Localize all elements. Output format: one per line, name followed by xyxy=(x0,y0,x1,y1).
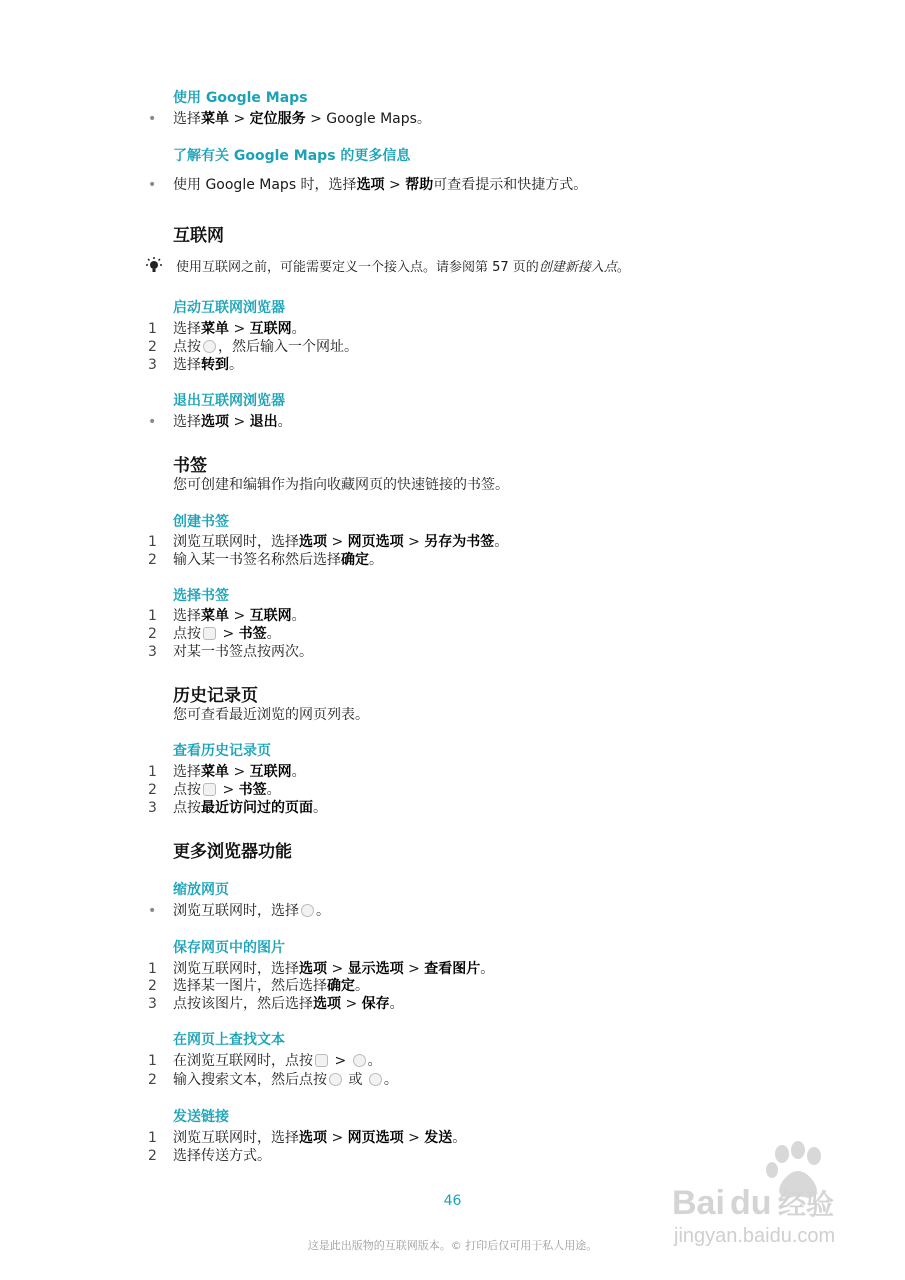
list-item: 输入某一书签名称然后选择确定。 xyxy=(173,552,383,568)
step-number: 3 xyxy=(148,357,157,373)
chapter-title: 书签 xyxy=(173,456,207,476)
chapter-title: 互联网 xyxy=(173,226,224,246)
list-item: 选择某一图片，然后选择确定。 xyxy=(173,978,369,994)
step-number: 2 xyxy=(148,1148,157,1164)
list-item: 选择菜单 > 定位服务 > Google Maps。 xyxy=(173,111,431,127)
bullet: • xyxy=(148,903,157,919)
bullet: • xyxy=(148,111,157,127)
section-heading: 启动互联网浏览器 xyxy=(173,300,285,316)
step-number: 3 xyxy=(148,800,157,816)
list-item: 选择菜单 > 互联网。 xyxy=(173,608,306,624)
step-number: 3 xyxy=(148,644,157,660)
step-number: 2 xyxy=(148,978,157,994)
step-number: 1 xyxy=(148,321,157,337)
list-item: 使用 Google Maps 时，选择选项 > 帮助可查看提示和快捷方式。 xyxy=(173,177,588,193)
step-number: 2 xyxy=(148,626,157,642)
step-number: 1 xyxy=(148,608,157,624)
menu-key-icon xyxy=(203,627,216,640)
svg-text:du: du xyxy=(730,1184,772,1222)
list-item: 浏览互联网时，选择选项 > 网页选项 > 发送。 xyxy=(173,1130,467,1146)
section-heading: 创建书签 xyxy=(173,514,229,530)
step-number: 1 xyxy=(148,764,157,780)
step-number: 2 xyxy=(148,339,157,355)
section-heading: 查看历史记录页 xyxy=(173,743,271,759)
list-item: 点按 > 书签。 xyxy=(173,626,281,642)
step-number: 1 xyxy=(148,1053,157,1069)
step-number: 3 xyxy=(148,996,157,1012)
bullet: • xyxy=(148,414,157,430)
section-heading: 缩放网页 xyxy=(173,882,229,898)
list-item: 在浏览互联网时，点按 > 。 xyxy=(173,1053,382,1069)
list-item: 点按 ，然后输入一个网址。 xyxy=(173,339,358,355)
baidu-watermark-logo xyxy=(670,1140,850,1250)
zoom-icon xyxy=(301,904,314,917)
search-icon xyxy=(353,1054,366,1067)
list-item: 浏览互联网时，选择选项 > 显示选项 > 查看图片。 xyxy=(173,961,495,977)
step-number: 1 xyxy=(148,534,157,550)
paragraph: 您可查看最近浏览的网页列表。 xyxy=(173,707,369,723)
menu-key-icon xyxy=(315,1054,328,1067)
lightbulb-icon xyxy=(144,256,164,276)
step-number: 2 xyxy=(148,552,157,568)
footer-note: 这是此出版物的互联网版本。© 打印后仅可用于私人用途。 xyxy=(307,1239,598,1252)
step-number: 1 xyxy=(148,961,157,977)
step-number: 2 xyxy=(148,782,157,798)
list-item: 选择菜单 > 互联网。 xyxy=(173,321,306,337)
svg-text:经验: 经验 xyxy=(778,1188,835,1221)
list-item: 点按 > 书签。 xyxy=(173,782,281,798)
list-item: 点按最近访问过的页面。 xyxy=(173,800,327,816)
chapter-title: 更多浏览器功能 xyxy=(173,842,292,862)
list-item: 选择转到。 xyxy=(173,357,243,373)
list-item: 选择菜单 > 互联网。 xyxy=(173,764,306,780)
list-item: 对某一书签点按两次。 xyxy=(173,644,313,660)
paragraph: 您可创建和编辑作为指向收藏网页的快速链接的书签。 xyxy=(173,477,509,493)
bullet: • xyxy=(148,177,157,193)
section-heading: 在网页上查找文本 xyxy=(173,1032,285,1048)
section-heading: 使用 Google Maps xyxy=(173,90,308,106)
list-item: 浏览互联网时，选择选项 > 网页选项 > 另存为书签。 xyxy=(173,534,509,550)
list-item: 浏览互联网时，选择 。 xyxy=(173,903,330,919)
search-next-icon xyxy=(329,1073,342,1086)
section-heading: 保存网页中的图片 xyxy=(173,940,285,956)
page-number: 46 xyxy=(443,1193,462,1209)
list-item: 选择选项 > 退出。 xyxy=(173,414,292,430)
chapter-title: 历史记录页 xyxy=(173,686,258,706)
step-number: 2 xyxy=(148,1072,157,1088)
globe-icon xyxy=(203,340,216,353)
list-item: 输入搜索文本，然后点按 或 。 xyxy=(173,1072,398,1088)
section-heading: 发送链接 xyxy=(173,1109,229,1125)
section-heading: 选择书签 xyxy=(173,588,229,604)
section-heading: 退出互联网浏览器 xyxy=(173,393,285,409)
search-previous-icon xyxy=(369,1073,382,1086)
list-item: 点按该图片，然后选择选项 > 保存。 xyxy=(173,996,404,1012)
section-heading: 了解有关 Google Maps 的更多信息 xyxy=(173,148,411,164)
step-number: 1 xyxy=(148,1130,157,1146)
svg-text:jingyan.baidu.com: jingyan.baidu.com xyxy=(674,1225,836,1247)
menu-key-icon xyxy=(203,783,216,796)
svg-text:Bai: Bai xyxy=(672,1184,725,1222)
tip-text: 使用互联网之前，可能需要定义一个接入点。请参阅第 57 页的创建新接入点。 xyxy=(176,260,630,275)
list-item: 选择传送方式。 xyxy=(173,1148,271,1164)
